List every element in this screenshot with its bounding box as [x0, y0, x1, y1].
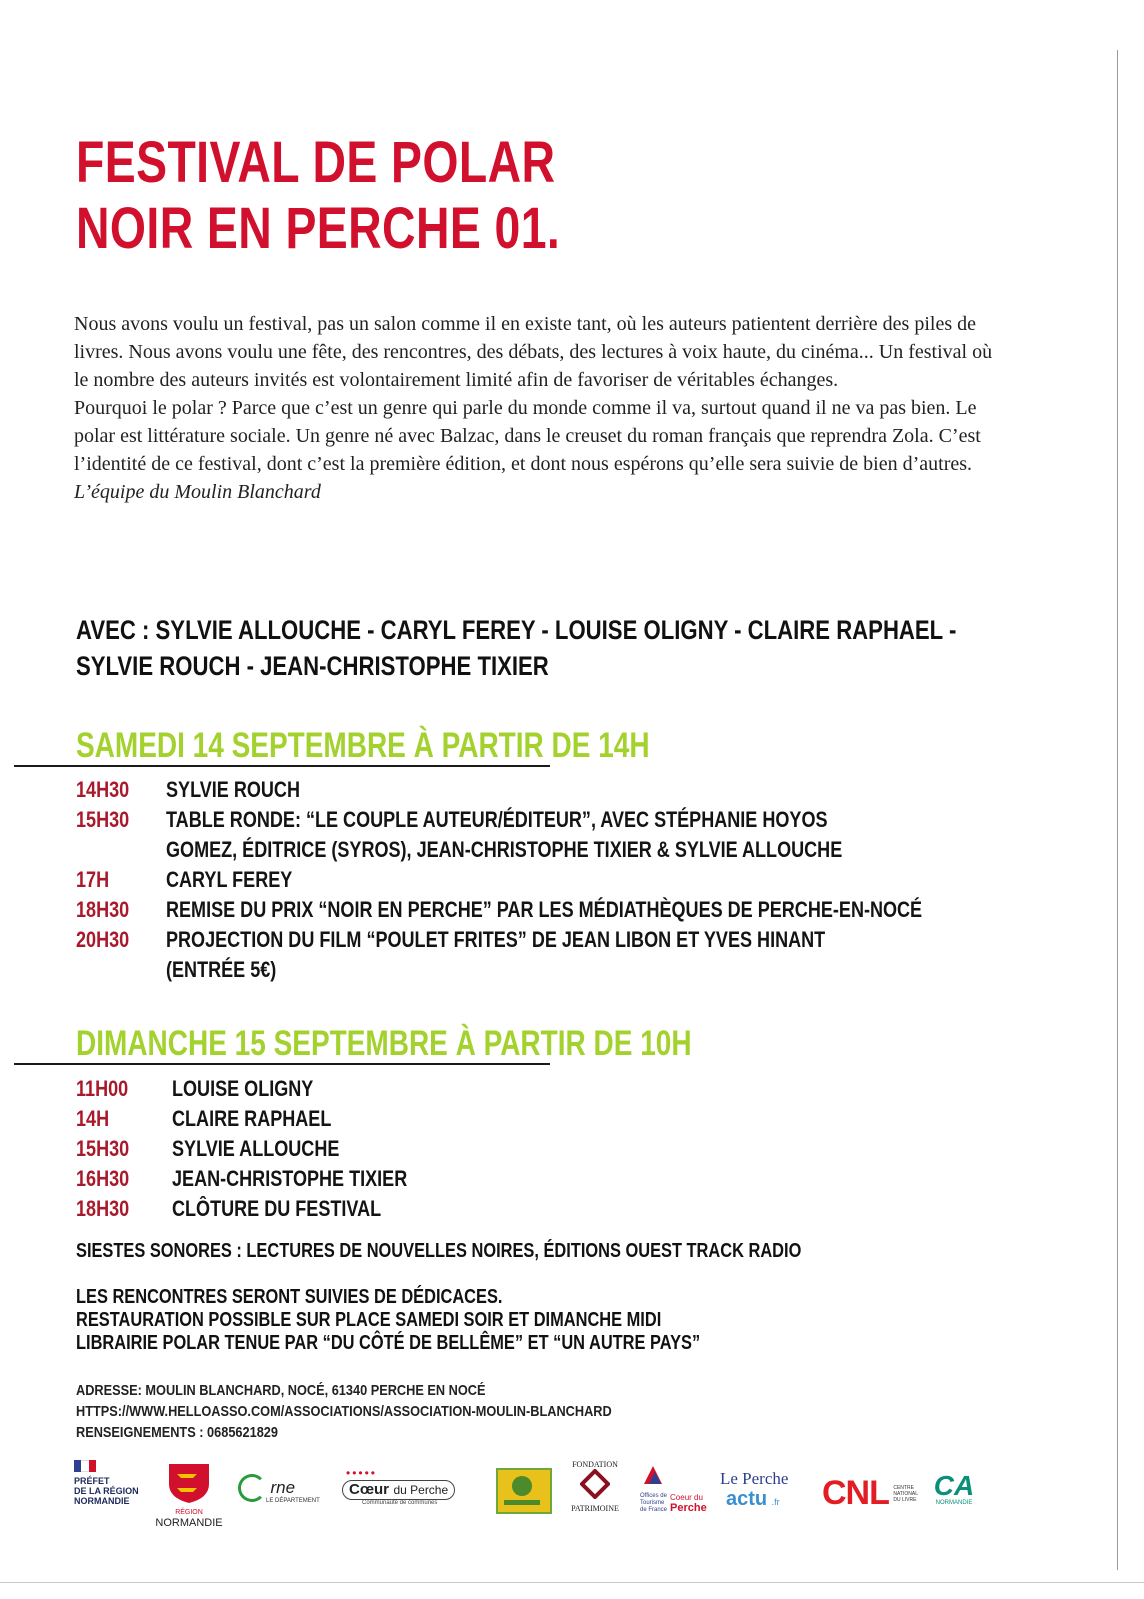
logo-text: NATIONAL — [893, 1490, 918, 1497]
logo-text: du Perche — [393, 1483, 449, 1497]
logo-text: NORMANDIE — [74, 1496, 130, 1506]
event-time: 15H30 — [76, 1136, 130, 1161]
offices-tourisme-logo — [640, 1462, 716, 1514]
event-title: JEAN-CHRISTOPHE TIXIER — [172, 1166, 408, 1191]
tourism-icon — [640, 1462, 666, 1488]
event-time: 11H00 — [76, 1076, 129, 1101]
schedule-row — [76, 895, 1088, 925]
logo-text: Coeur du — [670, 1493, 703, 1502]
prefet-logo — [74, 1460, 154, 1506]
page-edge — [0, 1582, 1144, 1583]
lions-shield-icon — [167, 1462, 211, 1504]
event-title: SYLVIE ALLOUCHE — [172, 1136, 340, 1161]
event-title: GOMEZ, ÉDITRICE (SYROS), JEAN-CHRISTOPHE TIXIER & SYLVIE ALLOUCHE — [166, 837, 843, 862]
siestes-text: SIESTES SONORES : LECTURES DE NOUVELLES NOIRES, ÉDITIONS OUEST TRACK RADIO — [76, 1240, 802, 1262]
event-title: CARYL FEREY — [166, 867, 293, 892]
event-time: 18H30 — [76, 1196, 130, 1221]
logo-text: CA — [933, 1470, 975, 1501]
event-time: 14H — [76, 1106, 110, 1131]
french-flag-icon — [74, 1460, 96, 1472]
schedule-row — [76, 925, 1088, 985]
partner-green-logo — [496, 1468, 552, 1514]
tree-icon — [498, 1470, 546, 1508]
event-time: 20H30 — [76, 927, 130, 952]
logo-text: NORMANDIE — [935, 1500, 973, 1506]
credit-agricole-logo — [926, 1472, 982, 1506]
intro-signature: L’équipe du Moulin Blanchard — [74, 481, 321, 503]
saturday-divider — [14, 765, 550, 767]
event-time: 16H30 — [76, 1166, 130, 1191]
info-line: LIBRAIRIE POLAR TENUE PAR “DU CÔTÉ DE BELLÊME” ET “UN AUTRE PAYS” — [76, 1332, 701, 1354]
website-link[interactable]: HTTPS://WWW.HELLOASSO.COM/ASSOCIATIONS/ASSOCIATION-MOULIN-BLANCHARD — [76, 1403, 612, 1420]
practical-info — [76, 1286, 700, 1355]
intro-text — [74, 310, 994, 506]
diamond-icon — [580, 1469, 610, 1499]
logo-text: Perche — [670, 1502, 707, 1514]
title-line: NOIR EN PERCHE 01. — [76, 196, 561, 261]
title-line: FESTIVAL DE POLAR — [76, 130, 556, 195]
logo-text: CNL — [822, 1474, 889, 1512]
region-normandie-logo — [154, 1462, 224, 1529]
logo-text: rne — [270, 1478, 296, 1497]
logo-text: LE DÉPARTEMENT — [266, 1498, 320, 1504]
intro-paragraph: Nous avons voulu un festival, pas un salon comme il en existe tant, où les auteurs patientent derrière des piles de livres. Nous avons voulu une fête, des rencontres, des débats, des lectures à voix haute, du cinéma... Un festival où le nombre des auteurs invités est volontairement limité afin de favoriser de véritables échanges. — [74, 313, 993, 391]
logo-text: .fr — [771, 1497, 780, 1507]
event-time: 15H30 — [76, 807, 130, 832]
logo-text: Offices de — [640, 1493, 667, 1499]
siestes-note — [76, 1240, 801, 1263]
intro-paragraph: Pourquoi le polar ? Parce que c’est un genre qui parle du monde comme il va, surtout quand il ne va pas bien. Le polar est littérature sociale. Un genre né avec Balzac, dans le creuset du roman français que reprendra Zola. C’est l’identité de ce festival, dont c’est la première édition, et dont nous espérons qu’elle sera suivie de bien d’autres. — [74, 397, 981, 475]
fondation-patrimoine-logo — [564, 1460, 626, 1513]
sunday-schedule — [76, 1074, 459, 1224]
page-edge — [1117, 50, 1118, 1570]
coeur-du-perche-logo — [342, 1466, 472, 1506]
schedule-row — [76, 1134, 459, 1164]
page-title — [76, 130, 560, 262]
sunday-heading: DIMANCHE 15 SEPTEMBRE À PARTIR DE 10H — [76, 1024, 692, 1063]
schedule-row — [76, 1194, 459, 1224]
phone-line: RENSEIGNEMENTS : 0685621829 — [76, 1424, 278, 1441]
orne-ring-icon — [238, 1474, 266, 1502]
event-title: PROJECTION DU FILM “POULET FRITES” DE JEAN LIBON ET YVES HINANT — [166, 927, 826, 952]
cnl-logo — [822, 1474, 922, 1513]
logo-text: DE LA RÉGION — [74, 1486, 139, 1496]
event-title: LOUISE OLIGNY — [172, 1076, 314, 1101]
event-title: REMISE DU PRIX “NOIR EN PERCHE” PAR LES MÉDIATHÈQUES DE PERCHE-EN-NOCÉ — [166, 897, 923, 922]
event-title: CLÔTURE DU FESTIVAL — [172, 1196, 382, 1221]
event-title: TABLE RONDE: “LE COUPLE AUTEUR/ÉDITEUR”, AVEC STÉPHANIE HOYOS — [166, 807, 828, 832]
event-time: 17H — [76, 867, 110, 892]
logo-text: Tourisme — [640, 1500, 665, 1506]
logo-text: DU LIVRE — [893, 1496, 917, 1503]
le-perche-actu-logo — [720, 1470, 810, 1511]
partner-logos — [70, 1460, 990, 1570]
address-line: ADRESSE: MOULIN BLANCHARD, NOCÉ, 61340 PERCHE EN NOCÉ — [76, 1382, 486, 1399]
schedule-row — [76, 805, 1088, 865]
guest-line: AVEC : SYLVIE ALLOUCHE - CARYL FEREY - LOUISE OLIGNY - CLAIRE RAPHAEL - — [76, 615, 957, 645]
contact-block — [76, 1380, 612, 1443]
logo-text: de France — [640, 1507, 668, 1513]
logo-text: Communauté de communes — [362, 1500, 438, 1506]
logo-text: PATRIMOINE — [571, 1504, 619, 1513]
saturday-heading: SAMEDI 14 SEPTEMBRE À PARTIR DE 14H — [76, 726, 650, 765]
logo-text: RÉGION — [175, 1509, 203, 1516]
saturday-schedule — [76, 775, 1088, 985]
event-time: 18H30 — [76, 897, 130, 922]
guest-line: SYLVIE ROUCH - JEAN-CHRISTOPHE TIXIER — [76, 651, 549, 681]
info-line: RESTAURATION POSSIBLE SUR PLACE SAMEDI SOIR ET DIMANCHE MIDI — [76, 1309, 662, 1331]
sunday-divider — [14, 1063, 550, 1065]
event-title: CLAIRE RAPHAEL — [172, 1106, 332, 1131]
logo-text: Cœur — [349, 1481, 389, 1498]
info-line: LES RENCONTRES SERONT SUIVIES DE DÉDICACES. — [76, 1286, 503, 1308]
schedule-row — [76, 865, 1088, 895]
event-time: 14H30 — [76, 777, 130, 802]
orne-logo — [238, 1474, 330, 1504]
dots-icon: ••••• — [346, 1466, 378, 1480]
schedule-row — [76, 1164, 459, 1194]
schedule-row — [76, 775, 1088, 805]
event-title: (ENTRÉE 5€) — [166, 957, 277, 982]
guest-list — [76, 612, 957, 684]
logo-text: PRÉFET — [74, 1476, 110, 1486]
event-title: SYLVIE ROUCH — [166, 777, 300, 802]
logo-text: NORMANDIE — [155, 1517, 223, 1529]
schedule-row — [76, 1074, 459, 1104]
logo-text: CENTRE — [893, 1484, 914, 1491]
logo-text: FONDATION — [572, 1460, 618, 1469]
logo-text: actu — [726, 1488, 768, 1510]
logo-text: Le Perche — [720, 1469, 789, 1488]
schedule-row — [76, 1104, 459, 1134]
